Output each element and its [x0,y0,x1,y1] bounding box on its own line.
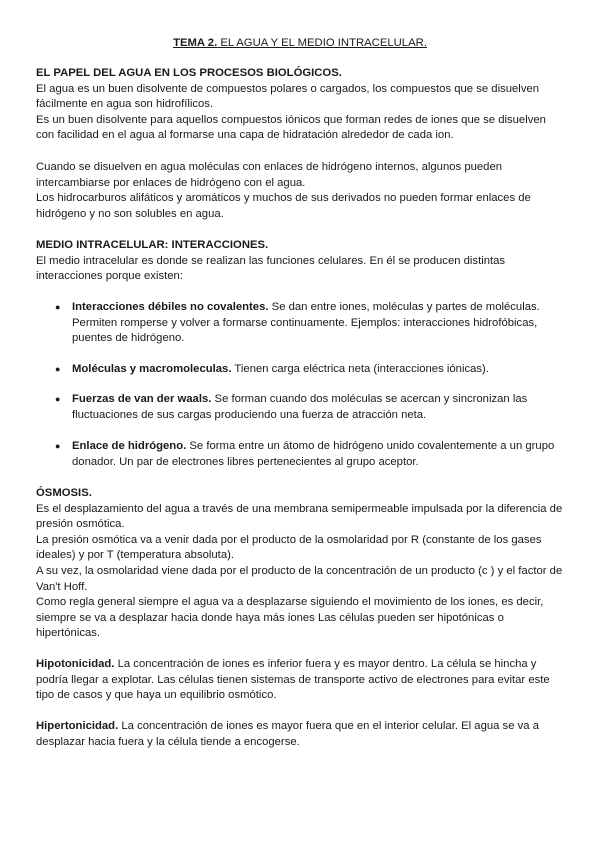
paragraph: La presión osmótica va a venir dada por el producto de la osmolaridad por R (constante de los gases ideales) y por T (temperatura absoluta). [36,533,542,562]
paragraph: Es el desplazamiento del agua a través de una membrana semipermeable impulsada por la diferencia de presión osmótica. [36,502,563,531]
section-heading: MEDIO INTRACELULAR: INTERACCIONES. [36,239,269,251]
section-heading: EL PAPEL DEL AGUA EN LOS PROCESOS BIOLÓGICOS. [36,67,342,79]
list-item: ● Moléculas y macromoleculas. Tienen carga eléctrica neta (interacciones iónicas). [72,362,564,378]
list-item: ● Interacciones débiles no covalentes. Se dan entre iones, moléculas y partes de moléculas. Permiten romperse y volver a formarse continuamente. Ejemplos: interacciones hidrofóbicas, puentes de hidrógeno. [72,300,564,347]
paragraph: Es un buen disolvente para aquellos compuestos iónicos que forman redes de iones que se disuelven con facilidad en el agua al formarse una capa de hidratación alrededor de cada ion. [36,113,546,142]
list-item: ● Fuerzas de van der waals. Se forman cuando dos moléculas se acercan y sincronizan las fluctuaciones de sus cargas produciendo una fuerza de atracción neta. [72,392,564,423]
paragraph: El agua es un buen disolvente de compuestos polares o cargados, los compuestos que se disuelven fácilmente en agua son hidrofílicos. [36,82,540,111]
section-osmosis [36,486,564,642]
list-item: ● Enlace de hidrógeno. Se forma entre un átomo de hidrógeno unido covalentemente a un grupo donador. Un par de electrones libres pertenecientes al grupo aceptor. [72,439,564,470]
paragraph-hipertonicidad: Hipertonicidad. La concentración de iones es mayor fuera que en el interior celular. El agua se va a desplazar hacia fuera y la célula tiende a encogerse. [36,720,539,748]
paragraph-hipotonicidad: Hipotonicidad. La concentración de iones es inferior fuera y es mayor dentro. La célula se hincha y podría llegar a explotar. Las células tienen sistemas de transporte activo de electrones para evitar este tipo de casos y que haya un equilibrio osmótico. [36,658,550,702]
paragraph: Los hidrocarburos alifáticos y aromáticos y muchos de sus derivados no pueden formar enlaces de hidrógeno y no son solubles en agua. [36,192,531,220]
paragraph: A su vez, la osmolaridad viene dada por el producto de la concentración de un producto (c ) y el factor de Van't Hoff. [36,564,563,593]
paragraph: El medio intracelular es donde se realizan las funciones celulares. En él se producen distintas interacciones porque existen: [36,254,506,283]
section-agua [36,66,564,144]
page-title: TEMA 2. EL AGUA Y EL MEDIO INTRACELULAR. [173,37,427,49]
section-heading: ÓSMOSIS. [36,487,92,499]
paragraph: Cuando se disuelven en agua moléculas con enlaces de hidrógeno internos, algunos pueden intercambiarse por enlaces de hidrógeno con el agua. [36,161,503,189]
section-agua-continued [36,160,564,222]
paragraph: Como regla general siempre el agua va a desplazarse siguiendo el movimiento de los iones, es decir, siempre se va a desplazar hacia donde haya más iones Las células pueden ser hipotónicas o hipertónicas. [36,596,544,640]
section-medio-intracelular [36,238,564,285]
